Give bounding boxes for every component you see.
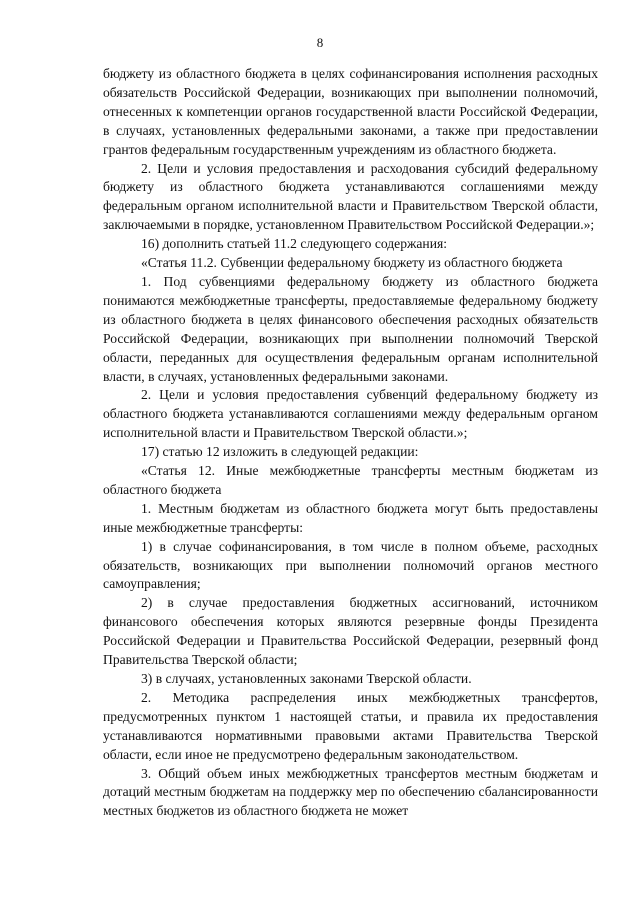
document-body: [103, 65, 598, 821]
page-number: 8: [316, 35, 324, 50]
paragraph: 1. Местным бюджетам из областного бюджета могут быть предоставлены иные межбюджетные трансферты:: [103, 500, 598, 535]
paragraph: 2. Методика распределения иных межбюджетных трансфертов, предусмотренных пунктом 1 настоящей статьи, и правила их предоставления устанавливаются нормативными правовыми актами Правительства Тверской области, если иное не предусмотрено федеральным законодательством.: [103, 689, 598, 762]
paragraph: 2. Цели и условия предоставления субвенций федеральному бюджету из областного бюджета устанавливаются соглашениями между федеральным органом исполнительной власти и Правительством Тверской области.»;: [103, 387, 598, 441]
paragraph: 17) статью 12 изложить в следующей редакции:: [141, 444, 419, 460]
paragraph: 3. Общий объем иных межбюджетных трансфертов местным бюджетам и дотаций местным бюджетам на поддержку мер по обеспечению сбалансированности местных бюджетов из областного бюджета не может: [103, 765, 598, 819]
article-heading: «Статья 12. Иные межбюджетные трансферты местным бюджетам из областного бюджета: [103, 463, 598, 497]
list-item: 3) в случаях, установленных законами Тверской области.: [141, 671, 472, 686]
paragraph: бюджету из областного бюджета в целях софинансирования исполнения расходных обязательств Российской Федерации, возникающих при выполнении полномочий, отнесенных к компетенции органов государственной власти Российской Федерации, в случаях, установленных федеральными законами, а также при предоставлении грантов федеральным государственным учреждениям из областного бюджета.: [103, 66, 598, 157]
article-heading: «Статья 11.2. Субвенции федеральному бюджету из областного бюджета: [141, 255, 563, 271]
paragraph: 16) дополнить статьей 11.2 следующего содержания:: [141, 236, 448, 252]
paragraph: 2. Цели и условия предоставления и расходования субсидий федеральному бюджету из областного бюджета устанавливаются соглашениями между федеральным органом исполнительной власти и Правительством Тверской области, заключаемыми в порядке, установленном Правительством Российской Федерации.»;: [103, 160, 598, 233]
list-item: 2) в случае предоставления бюджетных ассигнований, источником финансового обеспечения которых являются резервные фонды Президента Российской Федерации и Правительства Российской Федерации, резервный фонд Правительства Тверской области;: [103, 595, 598, 668]
list-item: 1) в случае софинансирования, в том числе в полном объеме, расходных обязательств, возникающих при выполнении полномочий органов местного самоуправления;: [103, 538, 598, 592]
paragraph: 1. Под субвенциями федеральному бюджету из областного бюджета понимаются межбюджетные трансферты, предоставляемые федеральному бюджету из областного бюджета в целях финансового обеспечения расходных обязательств Российской Федерации, возникающих при выполнении полномочий Тверской области, переданных для осуществления федеральным органам исполнительной власти, в случаях, установленных федеральными законами.: [103, 273, 598, 384]
